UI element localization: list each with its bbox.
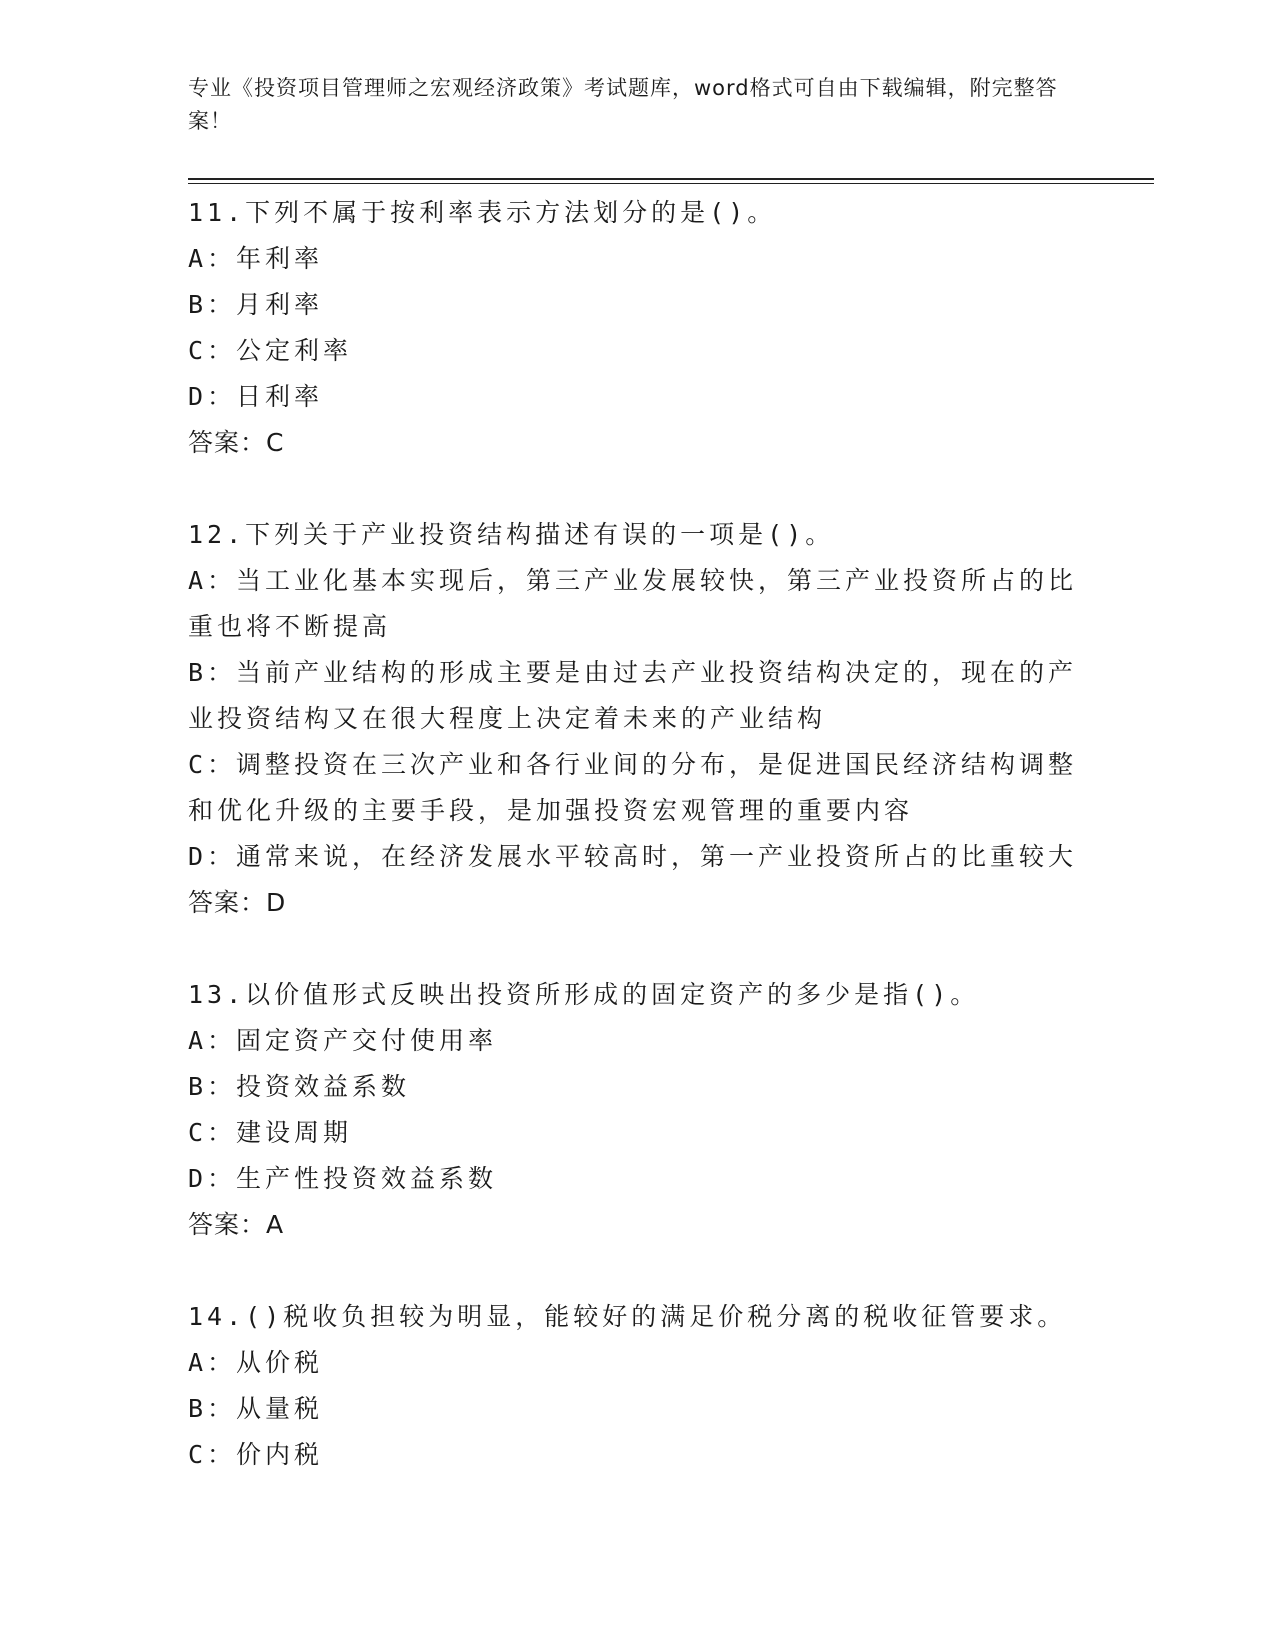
question-list (188, 190, 1088, 1524)
question-14 (188, 1294, 1088, 1478)
option-d: D：生产性投资效益系数 (188, 1164, 498, 1193)
option-a: A：当工业化基本实现后，第三产业发展较快，第三产业投资所占的比重也将不断提高 (188, 566, 1078, 641)
answer: 答案：D (188, 888, 287, 917)
option-b: B：从量税 (188, 1394, 324, 1423)
question-12 (188, 512, 1088, 926)
option-d: D：日利率 (188, 382, 324, 411)
header-rule-thick (188, 178, 1154, 180)
option-a: A：年利率 (188, 244, 324, 273)
answer: 答案：C (188, 428, 285, 457)
option-c: C：价内税 (188, 1440, 324, 1469)
question-stem: 13.以价值形式反映出投资所形成的固定资产的多少是指()。 (188, 980, 980, 1009)
question-stem: 11.下列不属于按利率表示方法划分的是()。 (188, 198, 777, 227)
question-stem: 14.()税收负担较为明显，能较好的满足价税分离的税收征管要求。 (188, 1302, 1067, 1331)
answer: 答案：A (188, 1210, 285, 1239)
option-c: C：公定利率 (188, 336, 353, 365)
question-13 (188, 972, 1088, 1248)
header-rule-thin (188, 183, 1154, 184)
option-b: B：投资效益系数 (188, 1072, 411, 1101)
option-c: C：调整投资在三次产业和各行业间的分布，是促进国民经济结构调整和优化升级的主要手段，是加强投资宏观管理的重要内容 (188, 750, 1078, 825)
question-11 (188, 190, 1088, 466)
document-header: 专业《投资项目管理师之宏观经济政策》考试题库，word格式可自由下载编辑，附完整答案！ (188, 76, 1058, 133)
question-stem: 12.下列关于产业投资结构描述有误的一项是()。 (188, 520, 835, 549)
option-d: D：通常来说，在经济发展水平较高时，第一产业投资所占的比重较大 (188, 842, 1078, 871)
option-b: B：当前产业结构的形成主要是由过去产业投资结构决定的，现在的产业投资结构又在很大程度上决定着未来的产业结构 (188, 658, 1078, 733)
option-c: C：建设周期 (188, 1118, 353, 1147)
option-a: A：从价税 (188, 1348, 324, 1377)
option-a: A：固定资产交付使用率 (188, 1026, 498, 1055)
option-b: B：月利率 (188, 290, 324, 319)
